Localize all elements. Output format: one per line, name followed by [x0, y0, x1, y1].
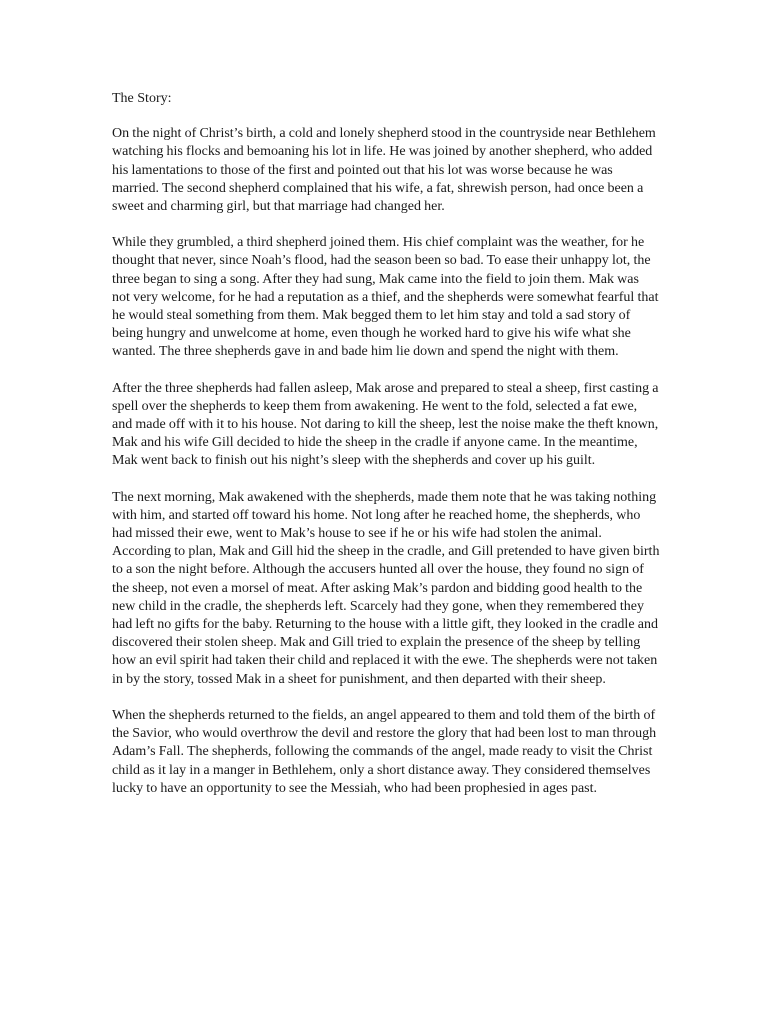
document-page: [112, 90, 660, 816]
paragraph-1: On the night of Christ’s birth, a cold and lonely shepherd stood in the countryside near Bethlehem watching his flocks and bemoaning his lot in life. He was joined by another shepherd, who added his lamentations to those of the first and pointed out that his lot was worse because he was married. The second shepherd complained that his wife, a fat, shrewish person, had once been a sweet and charming girl, but that marriage had changed her.: [112, 126, 656, 215]
document-heading: The Story:: [112, 91, 172, 106]
paragraph-4: The next morning, Mak awakened with the shepherds, made them note that he was taking nothing with him, and started off toward his home. Not long after he reached home, the shepherds, who had missed their ewe, went to Mak’s house to see if he or his wife had stolen the animal. According to plan, Mak and Gill hid the sheep in the cradle, and Gill pretended to have given birth to a son the night before. Although the accusers hunted all over the house, they found no sign of the sheep, not even a morsel of meat. After asking Mak’s pardon and bidding good health to the new child in the cradle, the shepherds left. Scarcely had they gone, when they remembered they had left no gifts for the baby. Returning to the house with a little gift, they looked in the cradle and discovered their stolen sheep. Mak and Gill tried to explain the presence of the sheep by telling how an evil spirit had taken their child and replaced it with the ewe. The shepherds were not taken in by the story, tossed Mak in a sheet for punishment, and then departed with their sheep.: [112, 489, 660, 687]
paragraph-3: After the three shepherds had fallen asleep, Mak arose and prepared to steal a sheep, first casting a spell over the shepherds to keep them from awakening. He went to the fold, selected a fat ewe, and made off with it to his house. Not daring to kill the sheep, lest the noise make the theft known, Mak and his wife Gill decided to hide the sheep in the cradle if anyone came. In the meantime, Mak went back to finish out his night’s sleep with the shepherds and cover up his guilt.: [112, 380, 659, 469]
paragraph-5: When the shepherds returned to the fields, an angel appeared to them and told them of the birth of the Savior, who would overthrow the devil and restore the glory that had been lost to man through Adam’s Fall. The shepherds, following the commands of the angel, made ready to visit the Christ child as it lay in a manger in Bethlehem, only a short distance away. They considered themselves lucky to have an opportunity to see the Messiah, who had been prophesied in ages past.: [112, 707, 657, 796]
paragraph-2: While they grumbled, a third shepherd joined them. His chief complaint was the weather, for he thought that never, since Noah’s flood, had the season been so bad. To ease their unhappy lot, the three began to sing a song. After they had sung, Mak came into the field to join them. Mak was not very welcome, for he had a reputation as a thief, and the shepherds were somewhat fearful that he would steal something from them. Mak begged them to let him stay and told a sad story of being hungry and unwelcome at home, even though he worked hard to give his wife what she wanted. The three shepherds gave in and bade him lie down and spend the night with them.: [112, 235, 659, 360]
